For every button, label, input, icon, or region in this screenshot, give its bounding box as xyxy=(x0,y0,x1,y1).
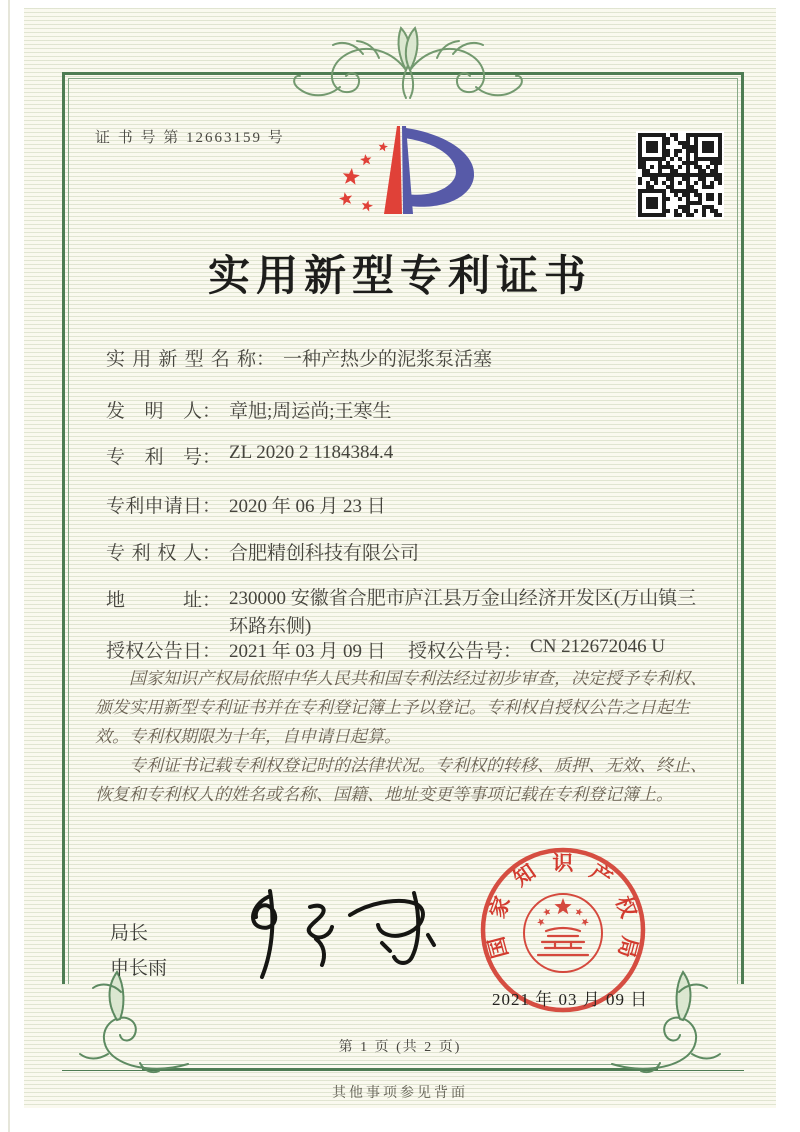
field-label: 授权公告号 xyxy=(408,641,504,662)
field-label: 实用新型名称 xyxy=(106,349,256,370)
seal-date: 2021 年 03 月 09 日 xyxy=(492,990,649,1009)
field-row-invention-name xyxy=(106,344,492,371)
colon: ： xyxy=(503,641,523,662)
colon: ： xyxy=(202,543,222,564)
qr-code-icon xyxy=(636,131,724,219)
field-value: 章旭;周运尚;王寒生 xyxy=(229,401,392,422)
cnipa-logo-icon xyxy=(336,110,490,238)
legal-text-block xyxy=(95,664,707,809)
field-row-patentee xyxy=(106,538,419,565)
field-value: 一种产热少的泥浆泵活塞 xyxy=(283,349,493,370)
field-label: 专利权人 xyxy=(106,543,202,564)
page-number: 第 1 页 (共 2 页) xyxy=(338,1040,462,1055)
colon: ： xyxy=(202,447,222,468)
field-label: 授权公告日 xyxy=(106,641,202,662)
address-line-2: 环路东侧) xyxy=(229,616,312,637)
director-title: 局长 xyxy=(110,923,149,944)
field-label: 专利申请日 xyxy=(106,496,202,517)
colon: ： xyxy=(256,349,276,370)
colon: ： xyxy=(202,496,222,517)
bottom-left-flourish-ornament-icon xyxy=(50,970,190,1078)
colon: ： xyxy=(202,590,222,611)
field-row-grant xyxy=(106,636,666,663)
field-label: 专利号 xyxy=(106,447,202,468)
field-label: 地址 xyxy=(106,590,202,611)
legal-paragraph-1: 国家知识产权局依照中华人民共和国专利法经过初步审查，决定授予专利权、颁发实用新型专利证书并在专利登记簿上予以登记。专利权自授权公告之日起生效。专利权期限为十年，自申请日起算。 xyxy=(95,669,707,746)
field-value: CN 212672046 U xyxy=(530,636,666,657)
scanned-page-edge xyxy=(8,0,10,1132)
field-row-filing-date xyxy=(106,491,386,518)
address-line-1: 230000 安徽省合肥市庐江县万金山经济开发区(万山镇三 xyxy=(229,588,697,609)
seal-ring-text: 国家知识产权局 xyxy=(483,851,643,961)
legal-paragraph-2: 专利证书记载专利权登记时的法律状况。专利权的转移、质押、无效、终止、恢复和专利权人的姓名或名称、国籍、地址变更等事项记载在专利登记簿上。 xyxy=(95,756,707,804)
field-label: 发明人 xyxy=(106,401,202,422)
top-flourish-ornament-icon xyxy=(283,12,533,107)
director-name: 申长雨 xyxy=(110,958,168,979)
colon: ： xyxy=(202,641,222,662)
field-row-inventors xyxy=(106,396,392,423)
field-row-patent-number xyxy=(106,442,393,469)
field-value: 2020 年 06 月 23 日 xyxy=(229,496,386,517)
field-row-address xyxy=(106,585,696,641)
field-value xyxy=(229,585,696,641)
colon: ： xyxy=(202,401,222,422)
certificate-title: 实用新型专利证书 xyxy=(207,254,592,300)
field-value: 2021 年 03 月 09 日 xyxy=(229,641,386,662)
field-value: 合肥精创科技有限公司 xyxy=(229,543,420,564)
field-grant-number xyxy=(408,636,666,663)
certificate-number: 证 书 号 第 12663159 号 xyxy=(95,130,285,146)
back-side-note: 其他事项参见背面 xyxy=(332,1086,468,1101)
director-signature-icon xyxy=(232,885,442,985)
field-value: ZL 2020 2 1184384.4 xyxy=(229,442,394,463)
national-emblem xyxy=(524,894,602,972)
